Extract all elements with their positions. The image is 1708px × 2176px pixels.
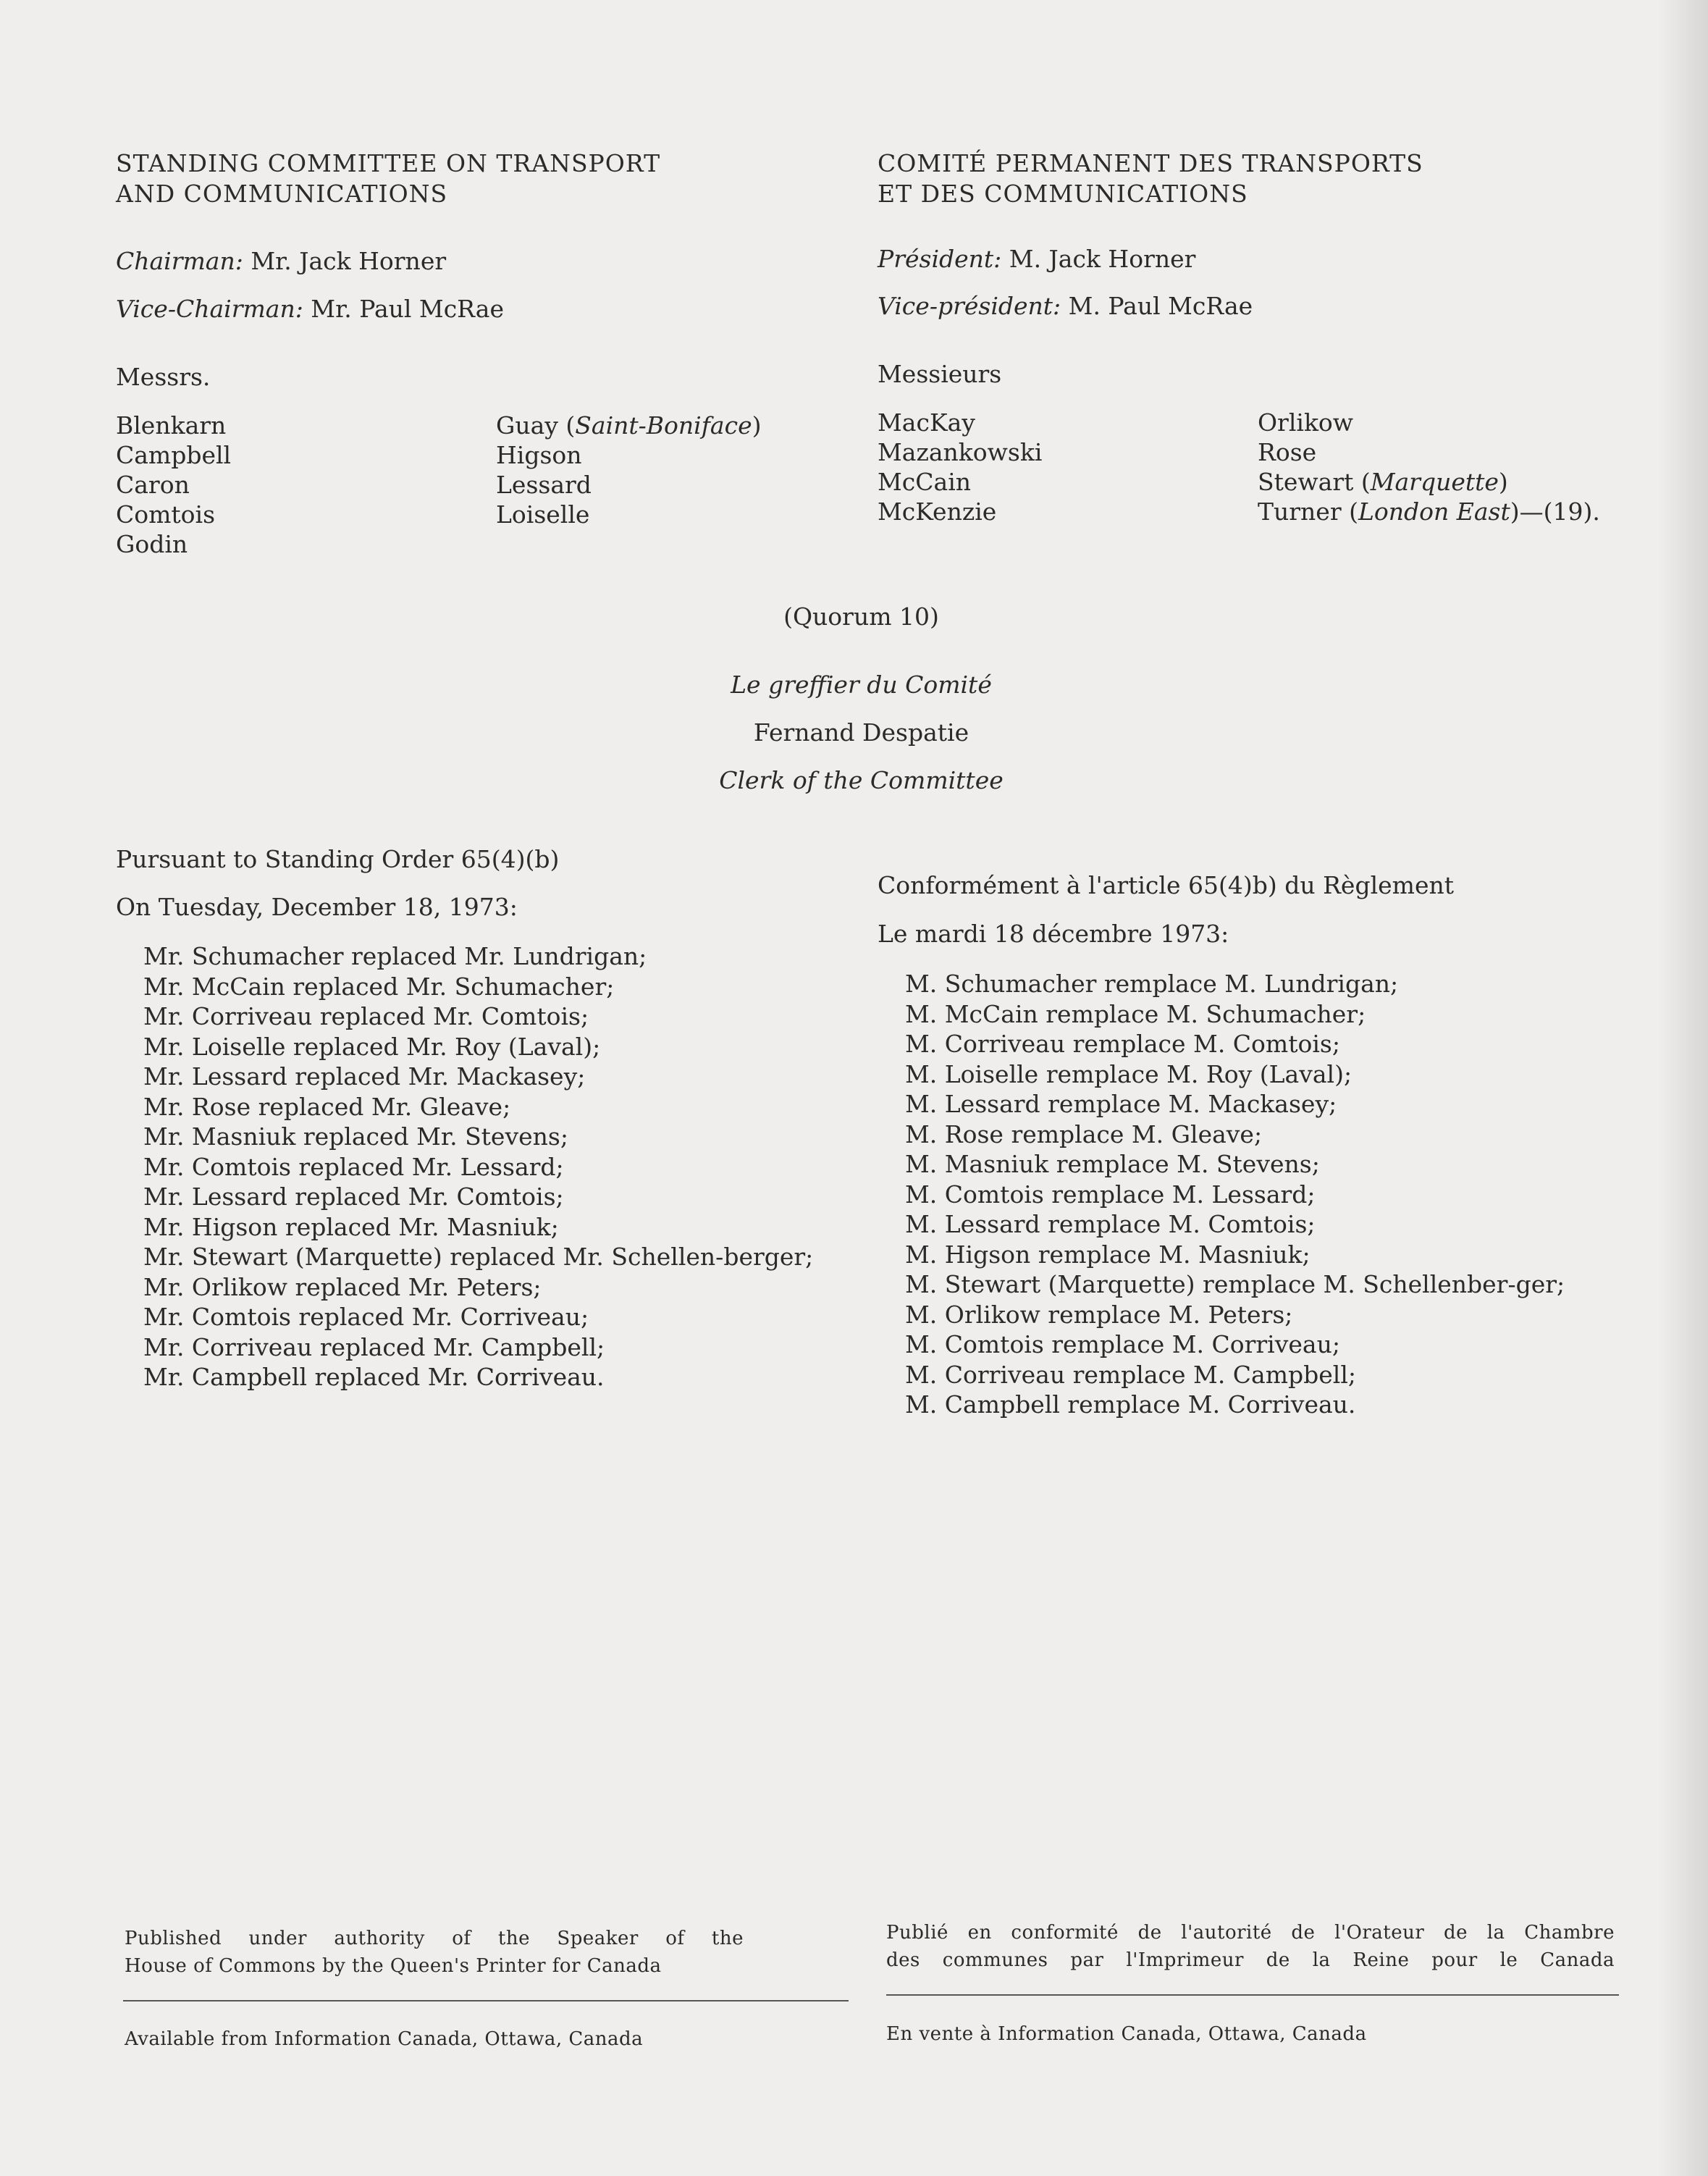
member-name: Orlikow bbox=[1258, 408, 1354, 437]
committee-title-fr-line-1: COMITÉ PERMANENT DES TRANSPORTS bbox=[878, 149, 1423, 177]
list-item: Mr. Loiselle replaced Mr. Roy (Laval); bbox=[143, 1032, 601, 1061]
vice-chairman-en bbox=[116, 294, 869, 324]
page-edge-shadow bbox=[1657, 0, 1708, 2176]
committee-title-fr-line-2: ET DES COMMUNICATIONS bbox=[878, 180, 1248, 208]
chairman-name-en: Mr. Jack Horner bbox=[243, 247, 447, 275]
committee-title-fr bbox=[878, 148, 1659, 209]
clerk-title-en: Clerk of the Committee bbox=[719, 766, 1004, 794]
list-item: M. Schumacher remplace M. Lundrigan; bbox=[905, 970, 1399, 998]
list-item: Mr. Corriveau replaced Mr. Campbell; bbox=[143, 1332, 605, 1361]
published-notice-en bbox=[125, 1925, 744, 1980]
member-name: McCain bbox=[878, 468, 972, 496]
chairman-fr bbox=[878, 244, 1659, 274]
list-item: M. Comtois remplace M. Corriveau; bbox=[905, 1330, 1340, 1358]
replacement-list-en bbox=[116, 941, 844, 1392]
published-notice-fr bbox=[886, 1919, 1615, 1974]
availability-fr: En vente à Information Canada, Ottawa, Canada bbox=[886, 2023, 1367, 2045]
list-item: M. Lessard remplace M. Mackasey; bbox=[905, 1090, 1337, 1118]
member-name: Caron bbox=[116, 471, 190, 499]
member-name: Rose bbox=[1258, 438, 1317, 466]
member-name: Lessard bbox=[496, 471, 592, 499]
member-name: MacKay bbox=[878, 408, 975, 437]
member-name: Loiselle bbox=[496, 500, 590, 529]
vice-chairman-label-fr: Vice-président: bbox=[878, 292, 1061, 320]
standing-order-en: Pursuant to Standing Order 65(4)(b) bbox=[116, 845, 560, 873]
vice-chairman-label-en: Vice-Chairman: bbox=[116, 295, 303, 323]
quorum: (Quorum 10) bbox=[783, 602, 939, 631]
list-item: M. Campbell remplace M. Corriveau. bbox=[905, 1390, 1356, 1419]
list-item: Mr. Orlikow replaced Mr. Peters; bbox=[143, 1272, 542, 1301]
list-item: Mr. Lessard replaced Mr. Comtois; bbox=[143, 1182, 564, 1211]
member-name: Guay (Saint-Boniface) bbox=[496, 411, 762, 440]
member-name: Godin bbox=[116, 530, 188, 558]
published-notice-fr-line-1: Publié en conformité de l'autorité de l'Orateur de la Chambre bbox=[886, 1922, 1615, 1944]
list-item: Mr. Corriveau replaced Mr. Comtois; bbox=[143, 1002, 589, 1030]
replacement-list-fr bbox=[878, 969, 1605, 1420]
members-list-en-col-2 bbox=[496, 411, 872, 529]
list-item: Mr. Stewart (Marquette) replaced Mr. Schellen-berger; bbox=[143, 1243, 814, 1271]
member-name: Blenkarn bbox=[116, 411, 227, 440]
availability-en: Available from Information Canada, Ottawa, Canada bbox=[125, 2028, 644, 2050]
clerk-name: Fernand Despatie bbox=[753, 718, 969, 747]
members-list-en-col-1 bbox=[116, 411, 463, 559]
chairman-en bbox=[116, 246, 869, 277]
list-item: Mr. Lessard replaced Mr. Mackasey; bbox=[143, 1062, 586, 1091]
member-name: Campbell bbox=[116, 441, 232, 469]
published-notice-en-line-2: House of Commons by the Queen's Printer for Canada bbox=[125, 1955, 662, 1977]
date-line-fr: Le mardi 18 décembre 1973: bbox=[878, 920, 1229, 948]
vice-chairman-name-fr: M. Paul McRae bbox=[1061, 292, 1253, 320]
list-item: Mr. Comtois replaced Mr. Corriveau; bbox=[143, 1303, 589, 1331]
published-notice-en-line-1: Published under authority of the Speaker of the bbox=[125, 1928, 744, 1949]
list-item: M. Orlikow remplace M. Peters; bbox=[905, 1300, 1293, 1329]
list-item: Mr. Higson replaced Mr. Masniuk; bbox=[143, 1212, 559, 1241]
list-item: M. Corriveau remplace M. Campbell; bbox=[905, 1360, 1357, 1389]
standing-order-fr: Conformément à l'article 65(4)b) du Règlement bbox=[878, 871, 1454, 899]
list-item: Mr. Rose replaced Mr. Gleave; bbox=[143, 1092, 511, 1121]
members-heading-en: Messrs. bbox=[116, 363, 211, 391]
footer-divider-fr bbox=[886, 1994, 1619, 1996]
list-item: Mr. Schumacher replaced Mr. Lundrigan; bbox=[143, 942, 647, 970]
list-item: M. Loiselle remplace M. Roy (Laval); bbox=[905, 1059, 1352, 1088]
committee-title-en bbox=[116, 148, 869, 209]
list-item: Mr. Comtois replaced Mr. Lessard; bbox=[143, 1152, 564, 1181]
member-name: Stewart (Marquette) bbox=[1258, 468, 1508, 496]
list-item: M. Comtois remplace M. Lessard; bbox=[905, 1180, 1316, 1209]
member-name: Comtois bbox=[116, 500, 216, 529]
committee-title-en-line-2: AND COMMUNICATIONS bbox=[116, 180, 448, 208]
clerk-title-fr: Le greffier du Comité bbox=[731, 671, 992, 699]
committee-title-en-line-1: STANDING COMMITTEE ON TRANSPORT bbox=[116, 149, 661, 177]
members-heading-fr: Messieurs bbox=[878, 360, 1002, 388]
vice-chairman-name-en: Mr. Paul McRae bbox=[303, 295, 504, 323]
list-item: M. Higson remplace M. Masniuk; bbox=[905, 1240, 1311, 1269]
chairman-label-en: Chairman: bbox=[116, 247, 243, 275]
member-name: McKenzie bbox=[878, 497, 997, 526]
member-name: Higson bbox=[496, 441, 582, 469]
list-item: M. Masniuk remplace M. Stevens; bbox=[905, 1150, 1320, 1178]
list-item: Mr. McCain replaced Mr. Schumacher; bbox=[143, 972, 615, 1001]
members-list-fr-col-2 bbox=[1258, 408, 1663, 526]
list-item: M. McCain remplace M. Schumacher; bbox=[905, 999, 1366, 1028]
list-item: M. Stewart (Marquette) remplace M. Schellenber-ger; bbox=[905, 1270, 1565, 1298]
member-name: Mazankowski bbox=[878, 438, 1043, 466]
published-notice-fr-line-2: des communes par l'Imprimeur de la Reine pour le Canada bbox=[886, 1949, 1615, 1971]
chairman-label-fr: Président: bbox=[878, 245, 1002, 273]
member-name: Turner (London East)—(19). bbox=[1258, 497, 1600, 526]
date-line-en: On Tuesday, December 18, 1973: bbox=[116, 893, 518, 921]
list-item: Mr. Masniuk replaced Mr. Stevens; bbox=[143, 1122, 568, 1151]
list-item: M. Corriveau remplace M. Comtois; bbox=[905, 1030, 1340, 1058]
footer-divider-en bbox=[123, 2000, 849, 2001]
list-item: M. Lessard remplace M. Comtois; bbox=[905, 1210, 1316, 1238]
members-list-fr-col-1 bbox=[878, 408, 1240, 526]
list-item: M. Rose remplace M. Gleave; bbox=[905, 1119, 1263, 1148]
list-item: Mr. Campbell replaced Mr. Corriveau. bbox=[143, 1363, 605, 1391]
chairman-name-fr: M. Jack Horner bbox=[1001, 245, 1196, 273]
vice-chairman-fr bbox=[878, 291, 1659, 322]
